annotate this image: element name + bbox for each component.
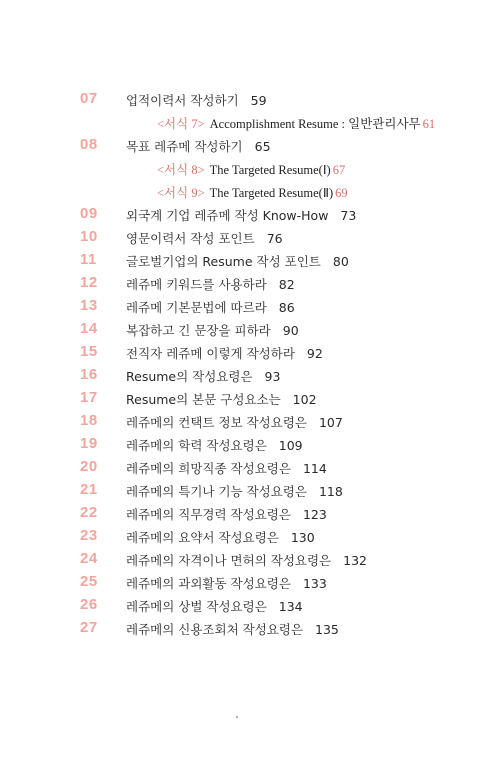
- entry-number: 18: [80, 412, 98, 429]
- toc-entry: [0, 90, 500, 110]
- toc-entry: [0, 274, 500, 294]
- entry-page: 65: [254, 139, 271, 154]
- toc-entry: [0, 320, 500, 340]
- subentry-page: 61: [422, 117, 436, 131]
- entry-title-wrap: [126, 367, 280, 385]
- entry-number: 14: [80, 320, 98, 337]
- toc-entry: [0, 527, 500, 547]
- entry-number: 16: [80, 366, 98, 383]
- entry-page: 92: [306, 346, 323, 361]
- entry-title-wrap: [126, 252, 349, 270]
- toc-subentry: [0, 159, 500, 179]
- toc-entry: [0, 366, 500, 386]
- form-tag: <서식 8>: [157, 163, 205, 177]
- toc-entry: [0, 389, 500, 409]
- entry-title: Resume의 작성요령은: [126, 369, 253, 384]
- entry-title: 복잡하고 긴 문장을 피하라: [126, 323, 271, 338]
- entry-title-wrap: [126, 482, 343, 500]
- entry-number: 12: [80, 274, 98, 291]
- entry-number: 15: [80, 343, 98, 360]
- subentry-title: The Targeted Resume(Ⅰ): [209, 163, 331, 177]
- entry-title: 레쥬메의 컨택트 정보 작성요령은: [126, 415, 307, 430]
- toc-subentry: [0, 182, 500, 202]
- entry-page: 102: [292, 392, 317, 407]
- entry-title-wrap: [126, 137, 271, 155]
- entry-title-wrap: [126, 344, 323, 362]
- entry-number: 08: [80, 136, 98, 153]
- entry-page: 107: [318, 415, 343, 430]
- entry-number: 23: [80, 527, 98, 544]
- entry-page: 93: [264, 369, 281, 384]
- toc-entry: [0, 412, 500, 432]
- entry-title: 레쥬메의 희망직종 작성요령은: [126, 461, 291, 476]
- toc-entry: [0, 550, 500, 570]
- entry-number: 20: [80, 458, 98, 475]
- entry-title: 영문이력서 작성 포인트: [126, 231, 255, 246]
- entry-number: 10: [80, 228, 98, 245]
- entry-title: 레쥬메의 상벌 작성요령은: [126, 599, 267, 614]
- entry-page: 109: [278, 438, 303, 453]
- entry-title-wrap: [126, 275, 295, 293]
- toc-entry: [0, 435, 500, 455]
- entry-number: 17: [80, 389, 98, 406]
- entry-title-wrap: [126, 413, 343, 431]
- entry-page: 130: [290, 530, 315, 545]
- form-tag: <서식 7>: [157, 117, 205, 131]
- toc-entry: [0, 343, 500, 363]
- entry-page: 90: [282, 323, 299, 338]
- subentry-page: 67: [332, 163, 346, 177]
- entry-number: 26: [80, 596, 98, 613]
- entry-number: 22: [80, 504, 98, 521]
- entry-page: 80: [332, 254, 349, 269]
- entry-number: 11: [80, 251, 97, 268]
- entry-title-wrap: [126, 459, 327, 477]
- toc-entry: [0, 573, 500, 593]
- toc-entry: [0, 136, 500, 156]
- entry-title: 업적이력서 작성하기: [126, 93, 239, 108]
- subentry-wrap: [157, 160, 345, 178]
- entry-number: 13: [80, 297, 98, 314]
- entry-title-wrap: [126, 597, 303, 615]
- entry-title: 레쥬메의 특기나 기능 작성요령은: [126, 484, 307, 499]
- toc-entry: [0, 458, 500, 478]
- entry-number: 21: [80, 481, 98, 498]
- subentry-page: 69: [335, 186, 348, 200]
- entry-title: 레쥬메의 학력 작성요령은: [126, 438, 267, 453]
- subentry-title: Accomplishment Resume : 일반관리사무: [209, 117, 421, 131]
- entry-page: 82: [278, 277, 295, 292]
- entry-title: Resume의 본문 구성요소는: [126, 392, 281, 407]
- entry-page: 135: [315, 622, 339, 637]
- entry-title: 레쥬메 키워드를 사용하라: [126, 277, 267, 292]
- entry-title: 레쥬메의 과외활동 작성요령은: [126, 576, 291, 591]
- entry-title-wrap: [126, 91, 267, 109]
- toc-entry: [0, 504, 500, 524]
- toc-entry: [0, 205, 500, 225]
- entry-page: 132: [343, 553, 367, 568]
- entry-page: 59: [250, 93, 267, 108]
- entry-title: 레쥬메의 신용조회처 작성요령은: [126, 622, 303, 637]
- entry-page: 114: [302, 461, 327, 476]
- entry-title-wrap: [126, 505, 327, 523]
- entry-page: 134: [278, 599, 303, 614]
- entry-title-wrap: [126, 528, 315, 546]
- entry-title-wrap: [126, 390, 317, 408]
- entry-number: 07: [80, 90, 98, 107]
- entry-title-wrap: [126, 436, 303, 454]
- entry-title: 글로벌기업의 Resume 작성 포인트: [126, 254, 321, 269]
- toc-entry: [0, 297, 500, 317]
- toc-entry: [0, 251, 500, 271]
- entry-title: 목표 레쥬메 작성하기: [126, 139, 243, 154]
- toc-entry: [0, 481, 500, 501]
- entry-number: 25: [80, 573, 98, 590]
- entry-page: 133: [302, 576, 327, 591]
- entry-title-wrap: [126, 574, 327, 592]
- entry-title: 레쥬메의 요약서 작성요령은: [126, 530, 279, 545]
- entry-page: 76: [266, 231, 283, 246]
- entry-page: 86: [278, 300, 295, 315]
- entry-number: 09: [80, 205, 98, 222]
- toc-subentry: [0, 113, 500, 133]
- entry-title: 외국계 기업 레쥬메 작성 Know-How: [126, 208, 329, 223]
- entry-page: 123: [302, 507, 327, 522]
- entry-title-wrap: [126, 229, 283, 247]
- subentry-title: The Targeted Resume(Ⅱ): [209, 186, 334, 200]
- toc-entry: [0, 596, 500, 616]
- subentry-wrap: [157, 114, 435, 132]
- entry-title-wrap: [126, 321, 299, 339]
- subentry-wrap: [157, 183, 348, 201]
- entry-title: 레쥬메의 자격이나 면허의 작성요령은: [126, 553, 332, 568]
- page-dot: [236, 716, 238, 718]
- entry-title: 레쥬메의 직무경력 작성요령은: [126, 507, 291, 522]
- entry-title: 전직자 레쥬메 이렇게 작성하라: [126, 346, 295, 361]
- entry-number: 24: [80, 550, 98, 567]
- entry-title: 레쥬메 기본문법에 따르라: [126, 300, 267, 315]
- entry-page: 118: [318, 484, 343, 499]
- entry-number: 19: [80, 435, 98, 452]
- entry-page: 73: [340, 208, 357, 223]
- entry-title-wrap: [126, 298, 295, 316]
- entry-number: 27: [80, 619, 98, 636]
- entry-title-wrap: [126, 620, 339, 638]
- form-tag: <서식 9>: [157, 186, 205, 200]
- entry-title-wrap: [126, 551, 367, 569]
- entry-title-wrap: [126, 206, 356, 224]
- toc-entry: [0, 228, 500, 248]
- toc-entry: [0, 619, 500, 639]
